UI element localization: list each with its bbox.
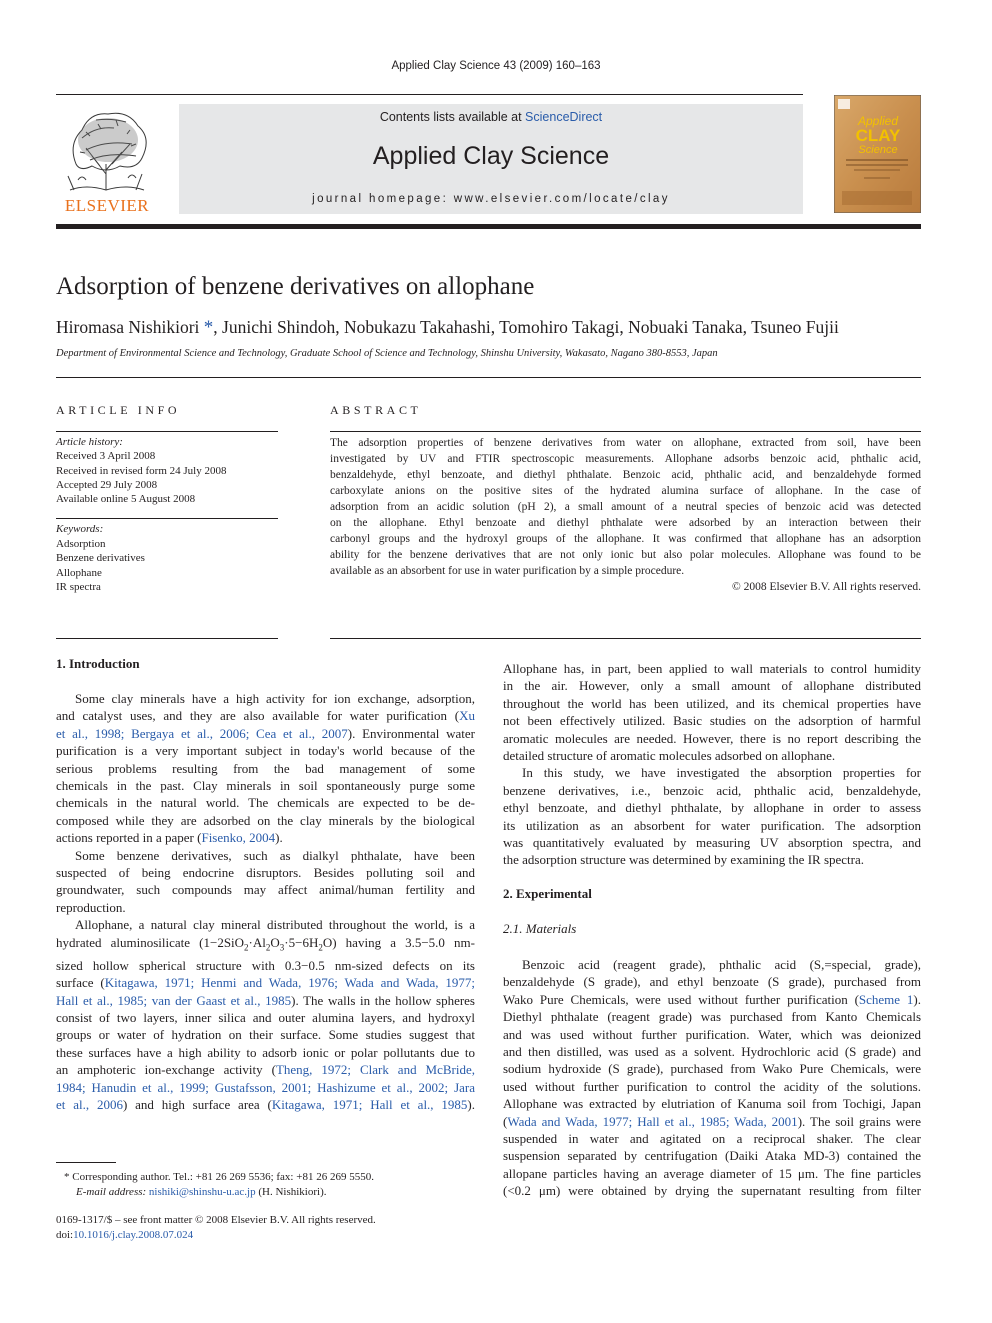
body-line: Allophane, a natural clay mineral distributed throughout the world, is a xyxy=(75,917,475,933)
body-line: suspension separated by centrifugation (Daiki Ataka MD-3) contained the xyxy=(503,1148,921,1164)
keyword: IR spectra xyxy=(56,581,101,594)
citation-link[interactable]: Fisenko, 2004 xyxy=(201,830,276,846)
history-label: Article history: xyxy=(56,436,123,448)
body-line: Benzoic acid (reagent grade), phthalic acid (S,=special, grade), xyxy=(522,957,921,972)
text: ). xyxy=(913,991,921,1007)
email-label: E-mail address: xyxy=(76,1185,149,1198)
body-line: benzene derivatives, i.e., benzoic acid, phthalic acid, benzaldehyde, xyxy=(503,782,921,798)
subscript: 2 xyxy=(318,942,323,953)
materials-body xyxy=(503,956,921,1200)
body-line xyxy=(56,1079,475,1096)
text: ). The soil grains were xyxy=(797,1113,921,1129)
subscript: 2 xyxy=(265,942,271,953)
affiliation-rule xyxy=(56,377,921,378)
journal-citation: Applied Clay Science 43 (2009) 160–163 xyxy=(391,60,601,72)
text: ). Environmental water xyxy=(347,725,475,741)
history-item: Available online 5 August 2008 xyxy=(56,493,196,506)
journal-title[interactable]: Applied Clay Science xyxy=(372,142,610,170)
email-owner: (H. Nishikiori). xyxy=(255,1185,327,1198)
abstract-line: carbonyl groups and the hydroxyl groups of the allophane. It was confirmed that allophane has an adsorption xyxy=(330,533,921,545)
doi-label: doi: xyxy=(56,1228,74,1241)
sciencedirect-link[interactable]: ScienceDirect xyxy=(525,110,603,124)
keyword: Adsorption xyxy=(56,537,106,550)
body-line: suspended in water and agitated on a reciprocal shaker. The clear xyxy=(503,1131,921,1147)
text: O) having a 3.5−5.0 nm- xyxy=(322,934,475,950)
body-line: groups or water of hydration on their surface. Some studies suggest that xyxy=(56,1027,475,1043)
history-item: Accepted 29 July 2008 xyxy=(56,478,158,491)
abstract-heading: ABSTRACT xyxy=(330,403,422,417)
journal-homepage[interactable]: journal homepage: www.elsevier.com/locate/clay xyxy=(312,193,670,205)
abstract-copyright: © 2008 Elsevier B.V. All rights reserved. xyxy=(732,581,921,593)
affiliation: Department of Environmental Science and Technology, Graduate School of Science and Technology, Shinshu University, Wakasato, Nagano 380-8553, Japan xyxy=(56,348,718,359)
body-line: Diethyl phthalate (reagent grade) was purchased from Kanto Chemicals xyxy=(503,1009,921,1025)
article-info-bottom-rule xyxy=(56,638,278,639)
body-line: these surfaces have a high ability to adsorb ionic or polar pollutants due to xyxy=(56,1044,475,1060)
body-line xyxy=(503,1113,921,1130)
text: hydrated aluminosilicate (1−2SiO xyxy=(56,934,245,950)
scheme-link[interactable]: Scheme 1 xyxy=(858,991,914,1007)
issn-line: 0169-1317/$ – see front matter © 2008 Elsevier B.V. All rights reserved. xyxy=(56,1214,376,1226)
elsevier-wordmark: ELSEVIER xyxy=(64,196,150,215)
abstract-line: carboxylate anions on the positive sites of the hydrated alumina surface of allophane. In the case of xyxy=(330,485,921,497)
body-line: purification is a very important subject in today's world because of the xyxy=(56,743,475,759)
abstract-line: available as an absorbent for use in water purification by a simple procedure. xyxy=(330,565,685,577)
body-line: in the air. However, only a small amount of allophane distributed xyxy=(503,678,921,694)
footnote-rule xyxy=(56,1162,116,1163)
history-rule xyxy=(56,518,278,519)
text: and catalyst uses, and they are also available for water purification ( xyxy=(56,708,460,724)
text: ·5−6H xyxy=(284,934,319,950)
citation-link[interactable]: Kitagawa, 1971; Henmi and Wada, 1976; Wada and Wada, 1977; xyxy=(104,975,475,991)
article-title: Adsorption of benzene derivatives on allophane xyxy=(56,273,535,300)
body-line: detailed structure of aromatic molecules adsorbed on allophane. xyxy=(503,748,836,764)
keyword: Benzene derivatives xyxy=(56,552,145,565)
body-line: consist of two layers, inner silica and outer alumina layers, and hydroxyl xyxy=(56,1009,475,1025)
text: surface ( xyxy=(56,975,105,991)
body-line: serious problems resulting from the bad management of some xyxy=(56,760,475,776)
body-line: the adsorption structure was determined by examining the IR spectra. xyxy=(503,852,865,868)
text: ) and high surface area ( xyxy=(122,1096,272,1112)
body-line: ethyl benzoate, and diethyl phthalate, by allophane in order to assess xyxy=(503,800,921,816)
doi-line xyxy=(56,1228,475,1243)
abstract-line: on the allophane. Ethyl benzoate and diethyl phthalate were adsorbed by an interaction between their xyxy=(330,517,921,529)
footnote-text: Corresponding author. Tel.: +81 26 269 5536; fax: +81 26 269 5550. xyxy=(69,1171,374,1183)
text: ). The walls in the hollow spheres xyxy=(291,992,475,1008)
body-line: used without further purification to control the acidity of the solutions. xyxy=(503,1078,921,1094)
text: ). xyxy=(275,830,283,846)
body-line: and then distilled, was used as a solvent. Hydrochloric acid (S grade) and xyxy=(503,1044,921,1060)
abstract-line: ability for the benzene derivatives that are not only ionic but also polar molecules. Allophane was found to be xyxy=(330,549,921,561)
abstract-line: investigated by UV and FTIR spectroscopic measurements. Allophane adsorbs benzoic acid, phthalic acid, xyxy=(330,453,921,465)
body-line xyxy=(56,1096,475,1113)
body-line xyxy=(56,934,475,957)
contents-prefix: Contents lists available at xyxy=(379,110,526,124)
body-line: sodium hydroxide (S grade), purchased from Wako Pure Chemicals, were xyxy=(503,1061,921,1077)
email-link[interactable]: nishiki@shinshu-u.ac.jp xyxy=(148,1185,256,1198)
front-matter xyxy=(56,1213,475,1242)
text: an amphoteric ion-exchange activity ( xyxy=(56,1062,276,1078)
svg-text:CLAY: CLAY xyxy=(855,126,901,145)
citation-link[interactable]: Theng, 1972; Clark and McBride, xyxy=(275,1062,475,1078)
abstract-bottom-rule xyxy=(330,638,921,639)
body-line: throughout the world has been utilized, and its chemical properties have xyxy=(503,695,921,711)
journal-banner xyxy=(179,104,803,214)
abstract-line: adsorption from an acidic solution (pH 2), a small amount of a neutral species of benzoic acid was detected xyxy=(330,501,921,513)
journal-cover-thumbnail[interactable] xyxy=(834,95,921,213)
body-line: chemicals in the natural world. The chemicals are expected to be de- xyxy=(56,795,475,811)
text: ( xyxy=(503,1113,508,1129)
body-line: and was used without further purification. Water, which was deionized xyxy=(503,1026,921,1042)
abstract-line: benzaldehyde, ethyl benzoate, and diethyl phthalate. Benzoic acid, phthalic acid, and benzaldehyde formed xyxy=(330,469,921,481)
body-line: its utilization as an absorbent for water purification. The adsorption xyxy=(503,817,921,833)
header-top-rule xyxy=(56,94,803,95)
footnote-marker: * xyxy=(64,1171,70,1183)
body-line: benzaldehyde (S grade), and ethyl benzoate (S grade), purchased from xyxy=(503,974,921,990)
body-line: composed while they are adsorbed on the clay minerals by the biological xyxy=(56,812,475,828)
text: O xyxy=(270,934,280,950)
body-line: suspected of being endocrine disruptors. Besides polluting soil and xyxy=(56,865,475,881)
text: actions reported in a paper ( xyxy=(56,830,202,846)
experimental-heading: 2. Experimental xyxy=(503,886,592,901)
body-line xyxy=(56,974,475,991)
history-item: Received in revised form 24 July 2008 xyxy=(56,464,227,477)
body-line: aromatic molecules are needed. However, there is no report describing the xyxy=(503,730,921,746)
journal-cover-image xyxy=(834,95,921,213)
citation-link[interactable]: et al., 1998; Bergaya et al., 2006; Cea et al., 2007 xyxy=(56,725,348,741)
abstract-line: The adsorption properties of benzene derivatives from water on allophane, extracted from soil, have been xyxy=(330,437,921,449)
body-line: Allophane was extracted by elutriation of Kanuma soil from Tochigi, Japan xyxy=(503,1096,921,1112)
citation-link[interactable]: Wada and Wada, 1977; Hall et al., 1985; Wada, 2001 xyxy=(507,1113,798,1129)
footnote-line xyxy=(56,1170,475,1185)
article-info-rule xyxy=(56,431,278,432)
text: ). xyxy=(467,1096,475,1112)
text: Wako Pure Chemicals, were used without further purification ( xyxy=(503,991,859,1007)
header-bottom-rule xyxy=(56,224,921,229)
contents-line xyxy=(179,110,803,124)
svg-text:Applied: Applied xyxy=(857,114,899,128)
keyword: Allophane xyxy=(56,566,102,579)
citation-link[interactable]: et al., 2006 xyxy=(56,1096,123,1112)
corresponding-author-marker[interactable]: * xyxy=(203,317,214,338)
abstract-body xyxy=(330,435,921,595)
abstract-rule xyxy=(330,431,921,432)
svg-text:Science: Science xyxy=(858,144,898,156)
body-line xyxy=(56,829,475,846)
body-line: chemicals in the past. Clay minerals in soil spontaneously purge some xyxy=(56,778,475,794)
subscript: 3 xyxy=(279,942,285,953)
body-line: sized hollow spherical structure with 0.3−0.5 nm-sized defects on its xyxy=(56,957,475,973)
body-line: was quantitatively evaluated by measuring UV absorption spectra, and xyxy=(503,835,921,851)
body-line: reproduction. xyxy=(56,899,126,915)
body-line: Some clay minerals have a high activity for ion exchange, adsorption, xyxy=(75,691,475,706)
citation-link[interactable]: Kitagawa, 1971; Hall et al., 1985 xyxy=(271,1096,468,1112)
keywords-label: Keywords: xyxy=(56,523,104,535)
citation-link[interactable]: Hall et al., 1985; van der Gaast et al., 1985 xyxy=(56,992,292,1008)
citation-link[interactable]: 1984; Hanudin et al., 1999; Gustafsson, 2001; Hashizume et al., 2002; Jara xyxy=(56,1079,475,1095)
coauthors: , Junichi Shindoh, Nobukazu Takahashi, Tomohiro Takagi, Nobuaki Tanaka, Tsuneo Fujii xyxy=(213,317,839,337)
citation-link[interactable]: Xu xyxy=(459,708,475,724)
keywords xyxy=(56,522,278,595)
corresponding-author-footnote xyxy=(56,1170,475,1199)
doi-link[interactable]: 10.1016/j.clay.2008.07.024 xyxy=(73,1228,194,1241)
article-info-heading: ARTICLE INFO xyxy=(56,403,181,417)
introduction-heading: 1. Introduction xyxy=(56,656,140,671)
introduction-body xyxy=(56,690,475,1113)
materials-subheading: 2.1. Materials xyxy=(503,921,577,936)
body-line: allopane particles having an average diameter of 15 μm. The fine particles xyxy=(503,1165,921,1181)
introduction-continued xyxy=(503,660,921,869)
body-line xyxy=(503,991,921,1008)
body-line: In this study, we have investigated the absorption properties for xyxy=(522,765,921,781)
body-line xyxy=(56,707,475,724)
first-author[interactable]: Hiromasa Nishikiori xyxy=(56,317,204,337)
body-line: Allophane has, in part, been applied to wall materials to control humidity xyxy=(503,661,921,676)
body-line xyxy=(56,992,475,1009)
body-line xyxy=(56,1061,475,1078)
body-line xyxy=(56,725,475,742)
body-line: groundwater, such compounds may affect animal/human fertility and xyxy=(56,882,475,898)
footnote-email-line xyxy=(56,1185,475,1200)
text: ·Al xyxy=(248,934,266,950)
body-line: not been effectively utilized. Basic studies on the adsorption of harmful xyxy=(503,713,921,729)
subscript: 2 xyxy=(244,942,249,953)
elsevier-logo[interactable] xyxy=(56,104,158,216)
article-history xyxy=(56,435,278,506)
history-item: Received 3 April 2008 xyxy=(56,450,156,463)
body-line: (<0.2 μm) were obtained by drying the supernatant resulting from filter xyxy=(503,1183,921,1199)
author-list xyxy=(56,317,921,339)
body-line: Some benzene derivatives, such as dialkyl phthalate, have been xyxy=(75,847,475,863)
